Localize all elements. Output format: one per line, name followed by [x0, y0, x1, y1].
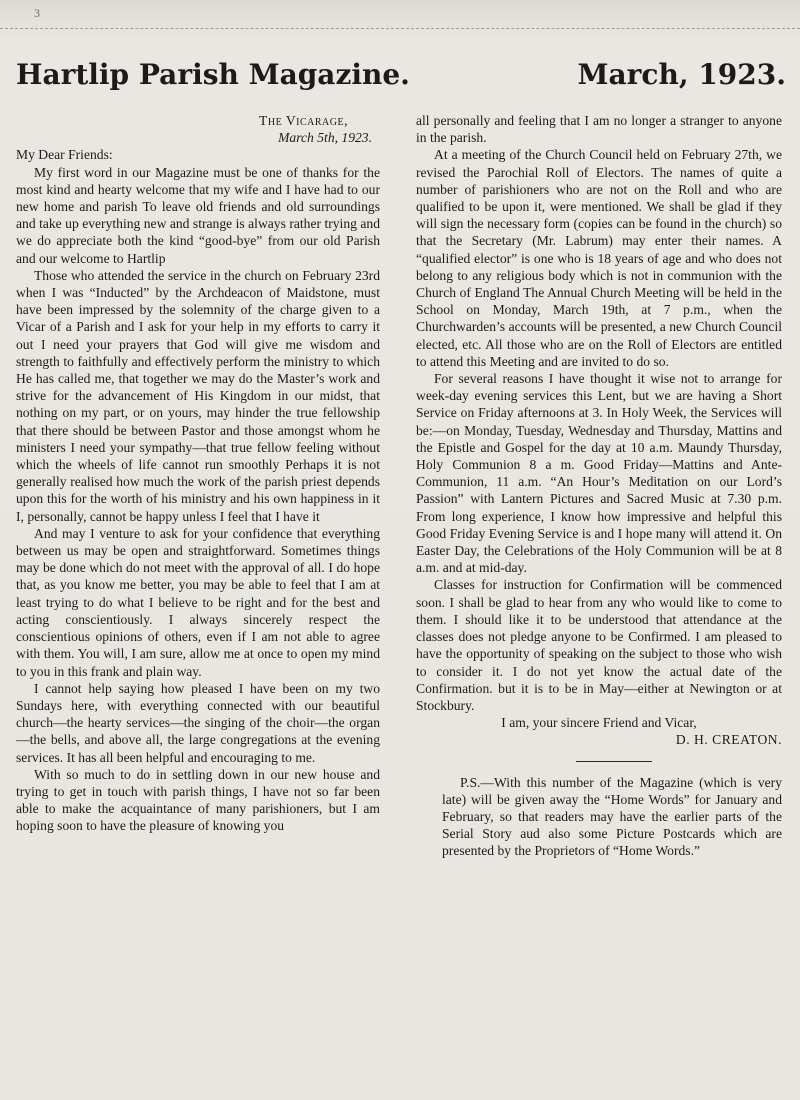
letter-date: March 5th, 1923. — [278, 130, 372, 146]
letter-paragraph: For several reasons I have thought it wise not to arrange for week-day evening services this Lent, but we are having a Short Service on Friday afternoons at 3. In Holy Week, the Services will be:—on Monday, Tuesday, Wednesday and Thursday, Mattins and the Epistle and Gospel for the day at 10 a.m. Maundy Thursday, Holy Communion 8 a m. Good Friday—Mattins and Ante-Communion, 11 a.m. “An Hour’s Meditation on our Lord’s Passion” with Lantern Pictures and Sacred Music at 7.30 p.m. From long experience, I know how impressive and helpful this Good Friday Evening Service is and I hope many will attend it. On Easter Day, the Celebrations of the Holy Communion will be at 8 a.m. and at mid-day. — [416, 371, 782, 576]
scan-top-margin — [0, 0, 800, 52]
page-number: 3 — [34, 6, 40, 20]
section-divider — [576, 761, 652, 762]
left-column — [16, 112, 380, 835]
top-border-rule — [0, 28, 800, 29]
masthead — [16, 58, 786, 102]
letter-paragraph: Those who attended the service in the church on February 23rd when I was “Inducted” by the Archdeacon of Maidstone, must have been impressed by the solemnity of the charge given to a Vicar of a Parish and I ask for your help in my efforts to carry it out I need your prayers that God will give me wisdom and strength to faithfully and effectively perform the ministry to which He has called me, that together we may do the Master’s work and strive for the advancement of His Kingdom in our midst, that nothing on my part, or on yours, may hinder the true fellowship that there should be between Pastor and those amongst whom he ministers I need your sympathy—that true fellow feeling without which the wheels of life cannot run smoothly Perhaps it is not generally realised how much the work of the parish priest depends upon this for the worth of his ministry and his own happiness in it I, personally, cannot be happy unless I feel that I have it — [16, 267, 380, 524]
magazine-title: Hartlip Parish Magazine. — [16, 58, 410, 91]
signature: D. H. CREATON. — [675, 732, 782, 748]
letter-paragraph: With so much to do in settling down in our new house and trying to get in touch with parish things, I have not so far been able to make the acquaintance of many parishioners, but I am hoping soon to have the pleasure of knowing you — [16, 766, 380, 834]
letter-address — [16, 112, 372, 146]
postscript: P.S.—With this number of the Magazine (which is very late) will be given away the “Home Words” for January and February, so that readers may have the earlier parts of the Serial Story aud also some Picture Postcards which are presented by the Proprietors of “Home Words.” — [442, 774, 782, 859]
letter-paragraph: My first word in our Magazine must be one of thanks for the most kind and hearty welcome that my wife and I have had to our new home and parish To leave old friends and old surroundings and take up everything new and strange is always rather trying and we do appreciate both the kind “good-bye” from our old Parish and our welcome to Hartlip — [16, 164, 380, 266]
closing-line: I am, your sincere Friend and Vicar, — [501, 715, 697, 731]
letter-paragraph: I cannot help saying how pleased I have been on my two Sundays here, with everything connected with our beautiful church—the hearty services—the singing of the choir—the organ—the bells, and above all, the large congregations at the evening services. It has all been helpful and encouraging to me. — [16, 680, 380, 765]
letter-paragraph: Classes for instruction for Confirmation will be commenced soon. I shall be glad to hear from any who would like to come to them. I should like it to be understood that attendance at the classes does not pledge anyone to be Confirmed. I am pleased to have the opportunity of speaking on the subject to those who wish to consider it. I do not yet know the actual date of the Confirmation. but it is to be in May—either at Newington or at Stockbury. — [416, 577, 782, 713]
letter-paragraph-continued: all personally and feeling that I am no longer a stranger to anyone in the parish. — [416, 113, 782, 146]
right-column — [416, 112, 782, 860]
salutation: My Dear Friends: — [16, 147, 113, 163]
letter-paragraph: And may I venture to ask for your confidence that everything between us may be open and straightforward. Sometimes things may be done which do not meet with the approval of all. I do hope that, as you know me better, you may be able to feel that I am at least trying to do what I believe to be right and for the best and acting conscientiously. I always sincerely respect the conscientious opinions of others, even if I am not able to agree with them. You will, I am sure, allow me at once to open my mind to you in this frank and plain way. — [16, 525, 380, 679]
address-line: The Vicarage, — [259, 113, 348, 128]
issue-date: March, 1923. — [577, 58, 786, 91]
letter-paragraph: At a meeting of the Church Council held on February 27th, we revised the Parochial Roll of Electors. The names of quite a number of parishioners who are not on the Roll and who are qualified to be upon it, were mentioned. We shall be glad if they will sign the necessary form (copies can be found in the church) so that the Secretary (Mr. Labrum) may enter their names. A “qualified elector” is one who is 18 years of age and who does not belong to any religious body which is not in communion with the Church of England The Annual Church Meeting will be held in the School on Monday, March 19th, at 7 p.m., when the Churchwarden’s accounts will be presented, a new Church Council elected, etc. All those who are on the Roll of Electors are entitled to attend this Meeting and are invited to do so. — [416, 147, 782, 369]
